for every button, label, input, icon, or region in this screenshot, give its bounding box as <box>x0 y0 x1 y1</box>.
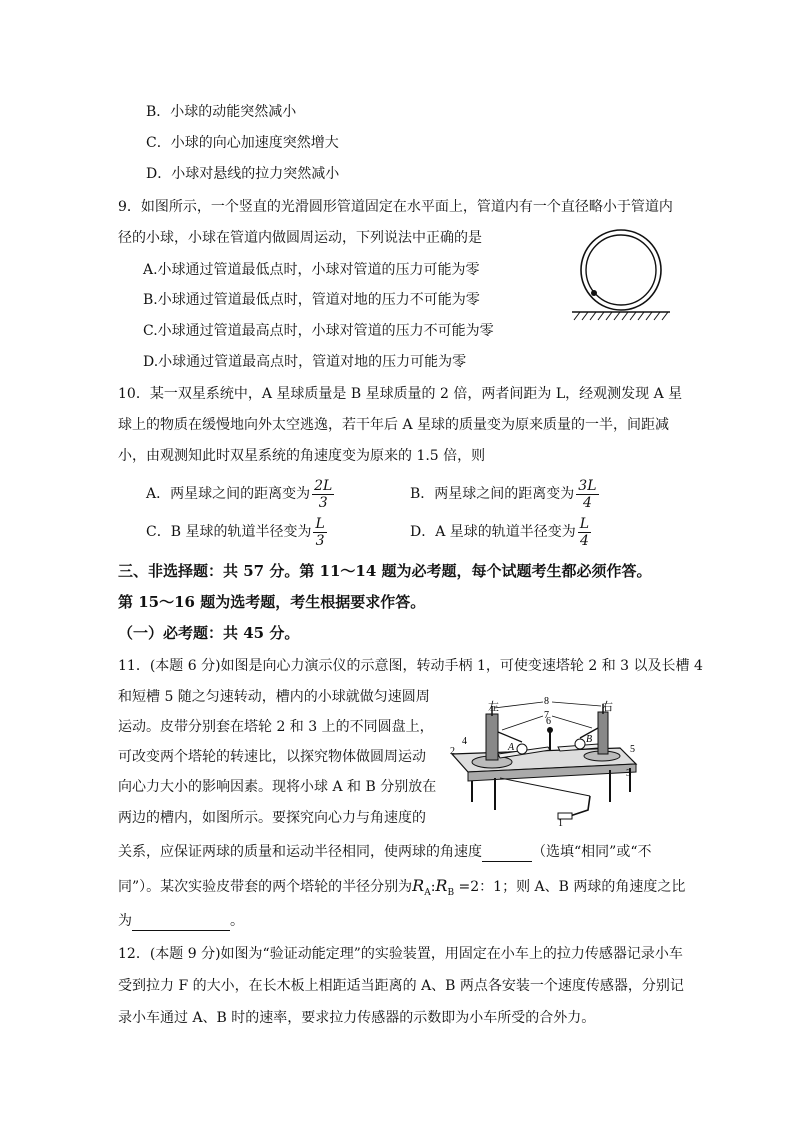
q10-option-a-text: A．两星球之间的距离变为 <box>146 486 311 502</box>
q11-line8-text: 同”）。某次实验皮带套的两个塔轮的半径分别为 <box>118 879 413 895</box>
fraction-denominator: 4 <box>579 532 589 549</box>
label-7-leader <box>552 716 592 728</box>
ball-in-tube <box>591 290 597 296</box>
q12-stem-line2: 受到拉力 F 的大小，在长木板上相距适当距离的 A、B 两点各安装一个速度传感器，分别记 <box>118 978 684 994</box>
q9-option-d: D.小球通过管道最高点时，管道对地的压力可能为零 <box>143 354 467 370</box>
q9-option-c: C.小球通过管道最高点时，小球对管道的压力不可能为零 <box>143 323 494 339</box>
centripetal-force-apparatus-figure <box>440 692 640 832</box>
q10-option-b-fraction <box>576 478 598 511</box>
section3-heading-line3: （一）必考题：共 45 分。 <box>118 624 300 642</box>
ball-a <box>517 744 527 754</box>
q10-option-a <box>146 474 334 514</box>
figure-label-left: 左 <box>488 701 499 713</box>
ball-b <box>575 739 585 749</box>
figure-label-1: 1 <box>558 818 563 829</box>
answer-blank-ratio[interactable] <box>132 914 230 931</box>
q10-option-d-text: D．A 星球的轨道半径变为 <box>410 524 576 540</box>
q10-stem-line2: 球上的物质在缓慢地向外太空逃逸，若干年后 A 星球的质量变为原来质量的一半，间距减 <box>118 417 670 433</box>
q11-stem-line3: 运动。皮带分别套在塔轮 2 和 3 上的不同圆盘上， <box>118 719 434 735</box>
fraction-numerator: 3L <box>578 477 597 494</box>
center-post-knob <box>547 727 553 733</box>
fraction-denominator: 4 <box>582 494 592 511</box>
q8-option-c: C．小球的向心加速度突然增大 <box>146 135 339 151</box>
figure-label-8: 8 <box>544 696 549 707</box>
fraction-numerator: L <box>579 515 590 532</box>
radius-symbol-b: R <box>435 876 448 895</box>
section3-heading-line2: 第 15～16 题为选考题，考生根据要求作答。 <box>118 593 426 611</box>
q9-option-b: B.小球通过管道最低点时，管道对地的压力不可能为零 <box>143 292 480 308</box>
q11-line8-ratio-text: =2：1；则 A、B 两球的角速度之比 <box>454 879 686 895</box>
q10-option-c-text: C．B 星球的轨道半径变为 <box>146 524 312 540</box>
figure-label-7: 7 <box>544 710 549 721</box>
q8-option-b: B．小球的动能突然减小 <box>146 104 297 120</box>
ratio-colon: : <box>430 879 436 895</box>
right-tower-column <box>598 712 608 754</box>
q10-option-d-fraction <box>578 516 591 549</box>
figure-label-right: 右 <box>602 701 613 713</box>
q11-stem-line4: 可改变两个塔轮的转速比，以探究物体做圆周运动 <box>118 749 426 765</box>
circular-tube-figure <box>568 228 674 324</box>
fraction-numerator: 2L <box>314 477 333 494</box>
q11-stem-line1: 11．(本题 6 分)如图是向心力演示仪的示意图，转动手柄 1，可使变速塔轮 2 和 3 以及长槽 4 <box>118 658 703 674</box>
q11-line7-hint: （选填“相同”或“不 <box>532 844 652 860</box>
answer-blank-angular-velocity[interactable] <box>482 845 532 862</box>
q8-option-d: D．小球对悬线的拉力突然减小 <box>146 166 340 182</box>
q10-option-a-fraction <box>312 478 334 511</box>
q9-stem-line1: 9．如图所示，一个竖直的光滑圆形管道固定在水平面上，管道内有一个直径略小于管道内 <box>118 199 673 215</box>
tube-outer-circle <box>581 230 661 310</box>
q12-stem-line3: 录小车通过 A、B 时的速率，要求拉力传感器的示数即为小车所受的合外力。 <box>118 1010 596 1026</box>
q12-stem-line1: 12．(本题 9 分)如图为“验证动能定理”的实验装置，用固定在小车上的拉力传感器记录小车 <box>118 946 683 962</box>
q11-stem-line5: 向心力大小的影响因素。现将小球 A 和 B 分别放在 <box>118 779 437 795</box>
label-8-leader <box>552 702 601 706</box>
q10-option-b <box>410 474 599 514</box>
q10-stem-line1: 10．某一双星系统中，A 星球质量是 B 星球质量的 2 倍，两者间距为 L，经观测发现 A 星 <box>118 386 683 402</box>
q10-stem-line3: 小，由观测知此时双星系统的角速度变为原来的 1.5 倍，则 <box>118 448 486 464</box>
lever-arm-left <box>498 732 522 742</box>
radius-subscript-a: A <box>424 887 431 898</box>
q11-stem-line8 <box>118 876 685 903</box>
q10-option-c <box>146 512 327 552</box>
radius-subscript-b: B <box>447 887 455 898</box>
crank-handle <box>570 796 590 816</box>
figure-label-2: 2 <box>450 746 455 757</box>
drive-belt <box>500 778 590 796</box>
q11-stem-line2: 和短槽 5 随之匀速转动，槽内的小球就做匀速圆周 <box>118 689 430 705</box>
fraction-numerator: L <box>315 515 325 532</box>
ground-hatching <box>574 312 668 320</box>
q11-stem-line7 <box>118 842 651 862</box>
q11-line7-text: 关系，应保证两球的质量和运动半径相同，使两球的角速度 <box>118 844 482 860</box>
figure-label-4: 4 <box>462 736 467 747</box>
q10-option-d <box>410 512 591 552</box>
q11-line9-period: 。 <box>230 913 244 929</box>
q11-line9-prefix: 为 <box>118 913 132 929</box>
figure-label-6: 6 <box>546 716 551 727</box>
q9-stem-line2: 径的小球，小球在管道内做圆周运动，下列说法中正确的是 <box>118 230 482 246</box>
figure-label-3: 3 <box>626 768 631 779</box>
q10-option-b-text: B．两星球之间的距离变为 <box>410 486 575 502</box>
q11-stem-line9 <box>118 911 244 931</box>
q10-option-c-fraction <box>313 516 326 549</box>
radius-symbol-a: R <box>412 876 425 895</box>
label-7-leader <box>502 716 543 730</box>
fraction-denominator: 3 <box>315 532 325 549</box>
ball-a-label: A <box>508 742 515 753</box>
fraction-denominator: 3 <box>318 494 328 511</box>
q9-option-a: A.小球通过管道最低点时，小球对管道的压力可能为零 <box>143 262 480 278</box>
q11-stem-line6: 两边的槽内，如图所示。要探究向心力与角速度的 <box>118 810 426 826</box>
label-8-leader <box>494 702 543 708</box>
section3-heading-line1: 三、非选择题：共 57 分。第 11～14 题为必考题，每个试题考生都必须作答。 <box>118 562 652 580</box>
ball-b-label: B <box>586 734 593 745</box>
left-tower-column <box>486 714 498 760</box>
figure-label-5: 5 <box>630 744 635 755</box>
